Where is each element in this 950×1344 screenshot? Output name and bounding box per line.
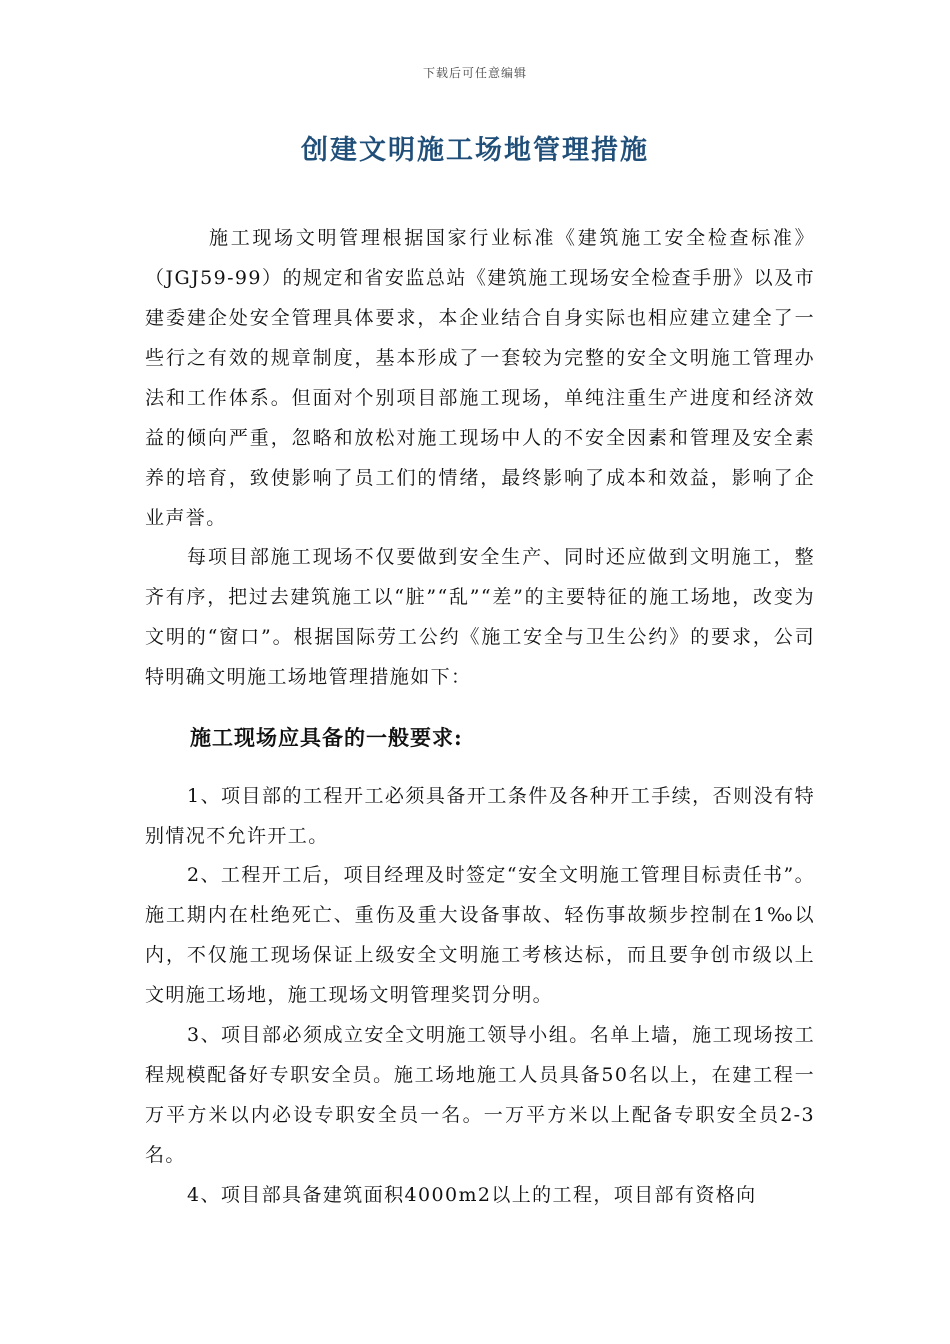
purpose-paragraph: 每项目部施工现场不仅要做到安全生产、同时还应做到文明施工，整齐有序，把过去建筑施工以“脏”“乱”“差”的主要特征的施工场地，改变为文明的“窗口”。根据国际劳工公约《施工安全与卫生公约》的要求，公司特明确文明施工场地管理措施如下： [145,546,815,688]
list-item: 3、项目部必须成立安全文明施工领导小组。名单上墙，施工现场按工程规模配备好专职安全员。施工场地施工人员具备50名以上，在建工程一万平方米以内必设专职安全员一名。一万平方米以上配备专职安全员2-3名。 [145,1024,815,1166]
list-item: 4、项目部具备建筑面积4000m2以上的工程，项目部有资格向 [187,1184,757,1206]
list-item: 1、项目部的工程开工必须具备开工条件及各种开工手续，否则没有特别情况不允许开工。 [145,785,815,847]
intro-paragraph: 施工现场文明管理根据国家行业标准《建筑施工安全检查标准》（JGJ59-99）的规定和省安监总站《建筑施工现场安全检查手册》以及市建委建企处安全管理具体要求，本企业结合自身实际也相应建立建全了一些行之有效的规章制度，基本形成了一套较为完整的安全文明施工管理办法和工作体系。但面对个别项目部施工现场，单纯注重生产进度和经济效益的倾向严重，忽略和放松对施工现场中人的不安全因素和管理及安全素养的培育，致使影响了员工们的情绪，最终影响了成本和效益，影响了企业声誉。 [145,227,815,529]
header-note: 下载后可任意编辑 [422,66,527,80]
document-title: 创建文明施工场地管理措施 [301,135,649,166]
list-item: 2、工程开工后，项目经理及时签定“安全文明施工管理目标责任书”。施工期内在杜绝死亡、重伤及重大设备事故、轻伤事故频步控制在1‰以内，不仅施工现场保证上级安全文明施工考核达标，而且要争创市级以上文明施工场地，施工现场文明管理奖罚分明。 [145,864,815,1006]
section-heading: 施工现场应具备的一般要求: [190,725,463,750]
